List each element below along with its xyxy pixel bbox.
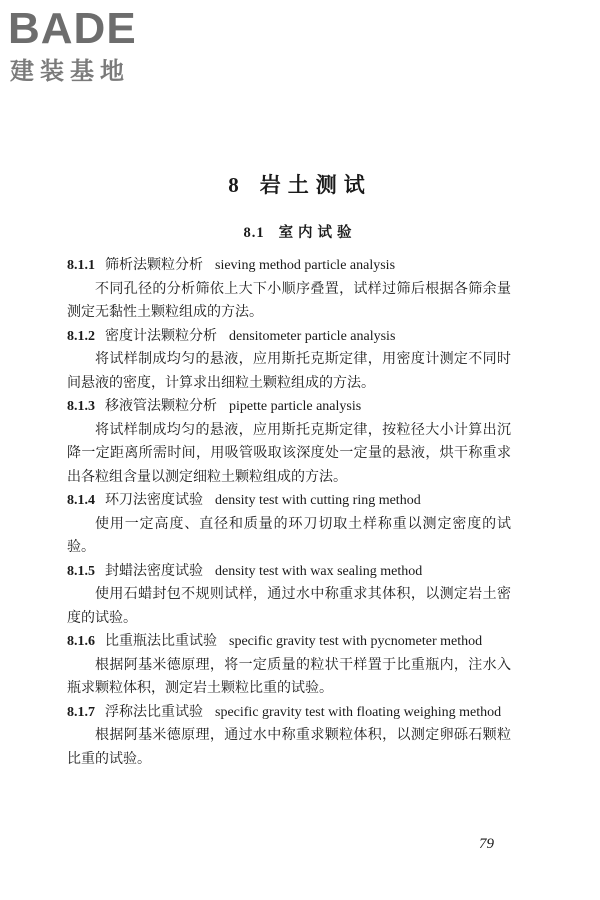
page-number: 79 (479, 836, 494, 852)
chapter-number: 8 (228, 173, 246, 197)
term-english: density test with wax sealing method (215, 563, 423, 579)
term-english: specific gravity test with floating weighing method (215, 704, 502, 720)
term-entry (67, 254, 511, 325)
term-code: 8.1.3 (67, 399, 95, 414)
term-definition: 使用一定高度、直径和质量的环刀切取土样称重以测定密度的试验。 (67, 515, 511, 555)
term-chinese: 移液管法颗粒分析 (105, 398, 217, 414)
term-code: 8.1.7 (67, 704, 95, 720)
term-entry (67, 325, 511, 396)
term-code: 8.1.6 (67, 634, 95, 649)
chapter-title: 岩土测试 (259, 172, 372, 197)
term-code: 8.1.1 (67, 258, 95, 273)
chapter-heading (0, 170, 600, 200)
term-entry (67, 489, 511, 560)
term-chinese: 封蜡法密度试验 (105, 562, 203, 579)
logo (8, 4, 178, 92)
term-chinese: 密度计法颗粒分析 (105, 327, 217, 344)
term-list (67, 254, 511, 771)
term-entry (67, 395, 511, 489)
term-definition: 将试样制成均匀的悬液，应用斯托克斯定律，按粒径大小计算出沉降一定距离所需时间，用吸管吸取该深度处一定量的悬液，烘干称重求出各粒组含量以测定细粒土颗粒组成的方法。 (67, 421, 511, 485)
term-entry (67, 630, 511, 701)
section-title: 室内试验 (278, 224, 357, 241)
term-english: sieving method particle analysis (215, 258, 396, 273)
term-entry (67, 560, 511, 631)
term-chinese: 筛析法颗粒分析 (105, 257, 203, 273)
term-entry (67, 701, 511, 772)
term-definition: 将试样制成均匀的悬液，应用斯托克斯定律，用密度计测定不同时间悬液的密度，计算求出细粒土颗粒组成的方法。 (67, 351, 511, 391)
term-english: density test with cutting ring method (215, 493, 421, 508)
section-number: 8.1 (243, 225, 265, 241)
term-definition: 不同孔径的分析筛依上大下小顺序叠置，试样过筛后根据各筛余量测定无黏性土颗粒组成的方法。 (67, 280, 511, 320)
term-definition: 使用石蜡封包不规则试样，通过水中称重求其体积，以测定岩土密度的试验。 (67, 586, 511, 626)
term-english: pipette particle analysis (229, 399, 362, 414)
term-code: 8.1.2 (67, 328, 95, 344)
term-definition: 根据阿基米德原理，将一定质量的粒状干样置于比重瓶内，注水入瓶求颗粒体积，测定岩土颗粒比重的试验。 (67, 656, 511, 696)
logo-subtitle: 建装基地 (10, 57, 130, 85)
term-code: 8.1.4 (67, 493, 95, 508)
term-english: densitometer particle analysis (229, 328, 396, 344)
logo-wordmark: BADE (8, 4, 137, 53)
term-chinese: 环刀法密度试验 (105, 492, 203, 508)
term-english: specific gravity test with pycnometer method (229, 634, 483, 649)
section-heading (0, 222, 600, 244)
term-chinese: 比重瓶法比重试验 (105, 633, 217, 649)
term-chinese: 浮称法比重试验 (105, 703, 203, 720)
term-code: 8.1.5 (67, 563, 95, 579)
term-definition: 根据阿基米德原理，通过水中称重求颗粒体积，以测定卵砾石颗粒比重的试验。 (67, 727, 511, 767)
